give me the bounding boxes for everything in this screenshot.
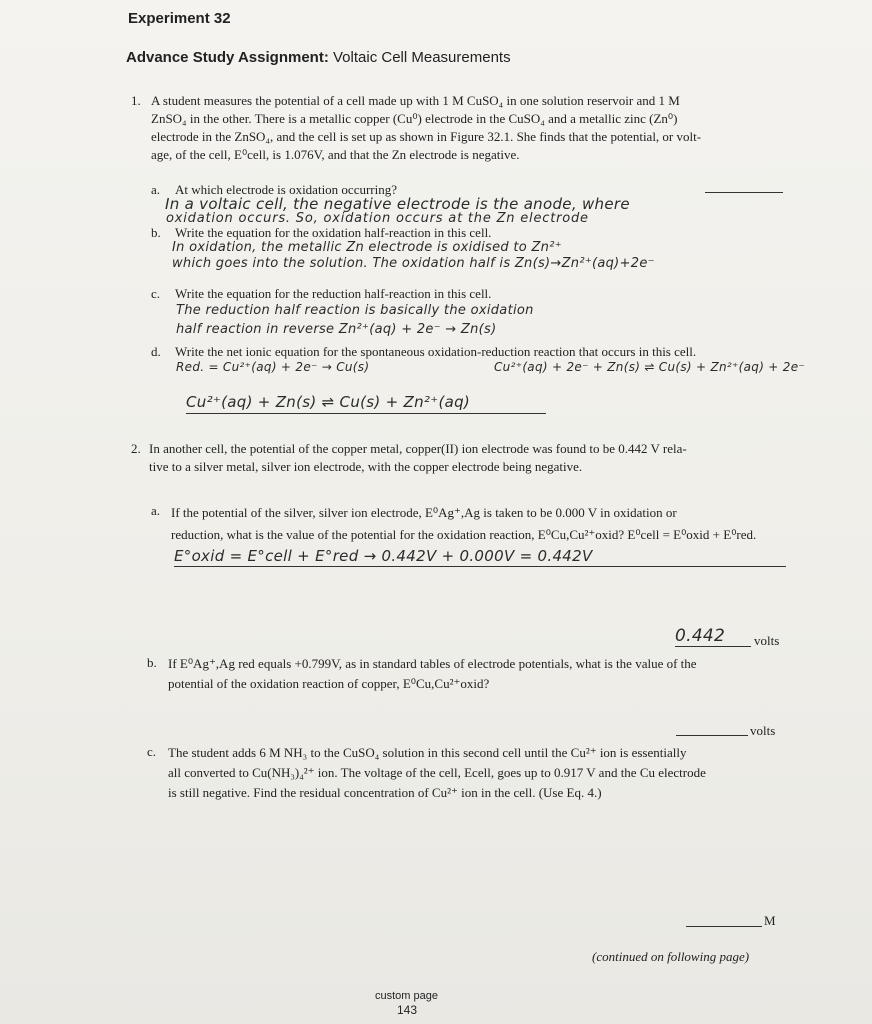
q2a-question-line: reduction, what is the value of the potential for the oxidation reaction, E⁰Cu,Cu²⁺oxid? E⁰cell = E⁰oxid + E⁰red. [171,527,757,542]
q1b-answer-line2: which goes into the solution. The oxidation half is Zn(s)→Zn²⁺(aq)+2e⁻ [172,256,655,271]
q2b-unit: volts [750,723,776,738]
q1-number: 1. [131,93,141,108]
q2b-question-line: potential of the oxidation reaction of copper, E⁰Cu,Cu²⁺oxid? [168,676,490,691]
q2a-work: E°oxid = E°cell + E°red → 0.442V + 0.000V = 0.442V [174,547,786,567]
q1-text-line: A student measures the potential of a cell made up with 1 M CuSO₄ in one solution reservoir and 1 M [151,93,680,108]
q1c-answer-line1: The reduction half reaction is basically the oxidation [176,303,534,318]
q1-text [151,92,791,164]
q1d-question: Write the net ionic equation for the spontaneous oxidation-reduction reaction that occurs in this cell. [175,344,697,359]
q2b-answer-blank[interactable] [676,735,748,736]
q2a-label: a. [151,503,161,518]
q2b-label: b. [147,655,157,670]
q2c-question [168,743,788,803]
q2b-question [168,654,788,694]
continued-note: (continued on following page) [592,949,750,964]
q2c-label: c. [147,744,157,759]
experiment-title: Experiment 32 [128,10,231,27]
q2c-answer-blank[interactable] [686,926,762,927]
q1d-reduction-half: Red. = Cu²⁺(aq) + 2e⁻ → Cu(s) [176,360,370,374]
q1a-answer-line [705,192,783,193]
q1c-question: Write the equation for the reduction half-reaction in this cell. [175,286,492,301]
q1-text-line: age, of the cell, E⁰cell, is 1.076V, and that the Zn electrode is negative. [151,147,520,162]
q1a-answer-line2: oxidation occurs. So, oxidation occurs at the Zn electrode [166,211,589,226]
assignment-title-rest: Voltaic Cell Measurements [333,49,511,66]
q1a-answer-line1: In a voltaic cell, the negative electrode is the anode, where [165,195,630,213]
q2a-answer: 0.442 [675,626,751,647]
q1-text-line: ZnSO₄ in the other. There is a metallic copper (Cu⁰) electrode in the CuSO₄ and a metallic zinc (Zn⁰) [151,111,678,126]
q2a-question [171,502,786,546]
q1d-net-ionic-answer: Cu²⁺(aq) + Zn(s) ⇌ Cu(s) + Zn²⁺(aq) [186,393,546,414]
page-number: 143 [397,1003,418,1017]
q1a-question: At which electrode is oxidation occurring? [175,182,398,197]
q2b-question-line: If E⁰Ag⁺,Ag red equals +0.799V, as in standard tables of electrode potentials, what is the value of the [168,656,697,671]
q1b-question: Write the equation for the oxidation half-reaction in this cell. [175,225,492,240]
q1b-answer-line1: In oxidation, the metallic Zn electrode is oxidised to Zn²⁺ [172,240,562,255]
q1c-label: c. [151,286,161,301]
q2-text [149,440,789,476]
q1d-label: d. [151,344,161,359]
q2c-unit: M [764,913,776,928]
q2c-question-line: is still negative. Find the residual concentration of Cu²⁺ ion in the cell. (Use Eq. 4.) [168,785,602,800]
custom-page-label: custom page [375,990,438,1002]
q2c-question-line: all converted to Cu(NH₃)₄²⁺ ion. The voltage of the cell, Ecell, goes up to 0.917 V and the Cu electrode [168,765,706,780]
assignment-title [126,49,511,66]
q1a-label: a. [151,182,161,197]
q2-text-line: tive to a silver metal, silver ion electrode, with the copper electrode being negative. [149,459,583,474]
q1d-combined-equation: Cu²⁺(aq) + 2e⁻ + Zn(s) ⇌ Cu(s) + Zn²⁺(aq) + 2e⁻ [494,360,806,374]
q1c-answer-line2: half reaction in reverse Zn²⁺(aq) + 2e⁻ → Zn(s) [176,322,497,337]
q2c-question-line: The student adds 6 M NH₃ to the CuSO₄ solution in this second cell until the Cu²⁺ ion is essentially [168,745,687,760]
q1-text-line: electrode in the ZnSO₄, and the cell is set up as shown in Figure 32.1. She finds that the potential, or volt- [151,129,702,144]
q2-text-line: In another cell, the potential of the copper metal, copper(II) ion electrode was found to be 0.442 V rela- [149,441,687,456]
q2-number: 2. [131,441,141,456]
assignment-title-bold: Advance Study Assignment: [126,49,329,66]
q2a-question-line: If the potential of the silver, silver ion electrode, E⁰Ag⁺,Ag is taken to be 0.000 V in oxidation or [171,505,677,520]
q1b-label: b. [151,225,161,240]
q2a-unit: volts [754,633,780,648]
